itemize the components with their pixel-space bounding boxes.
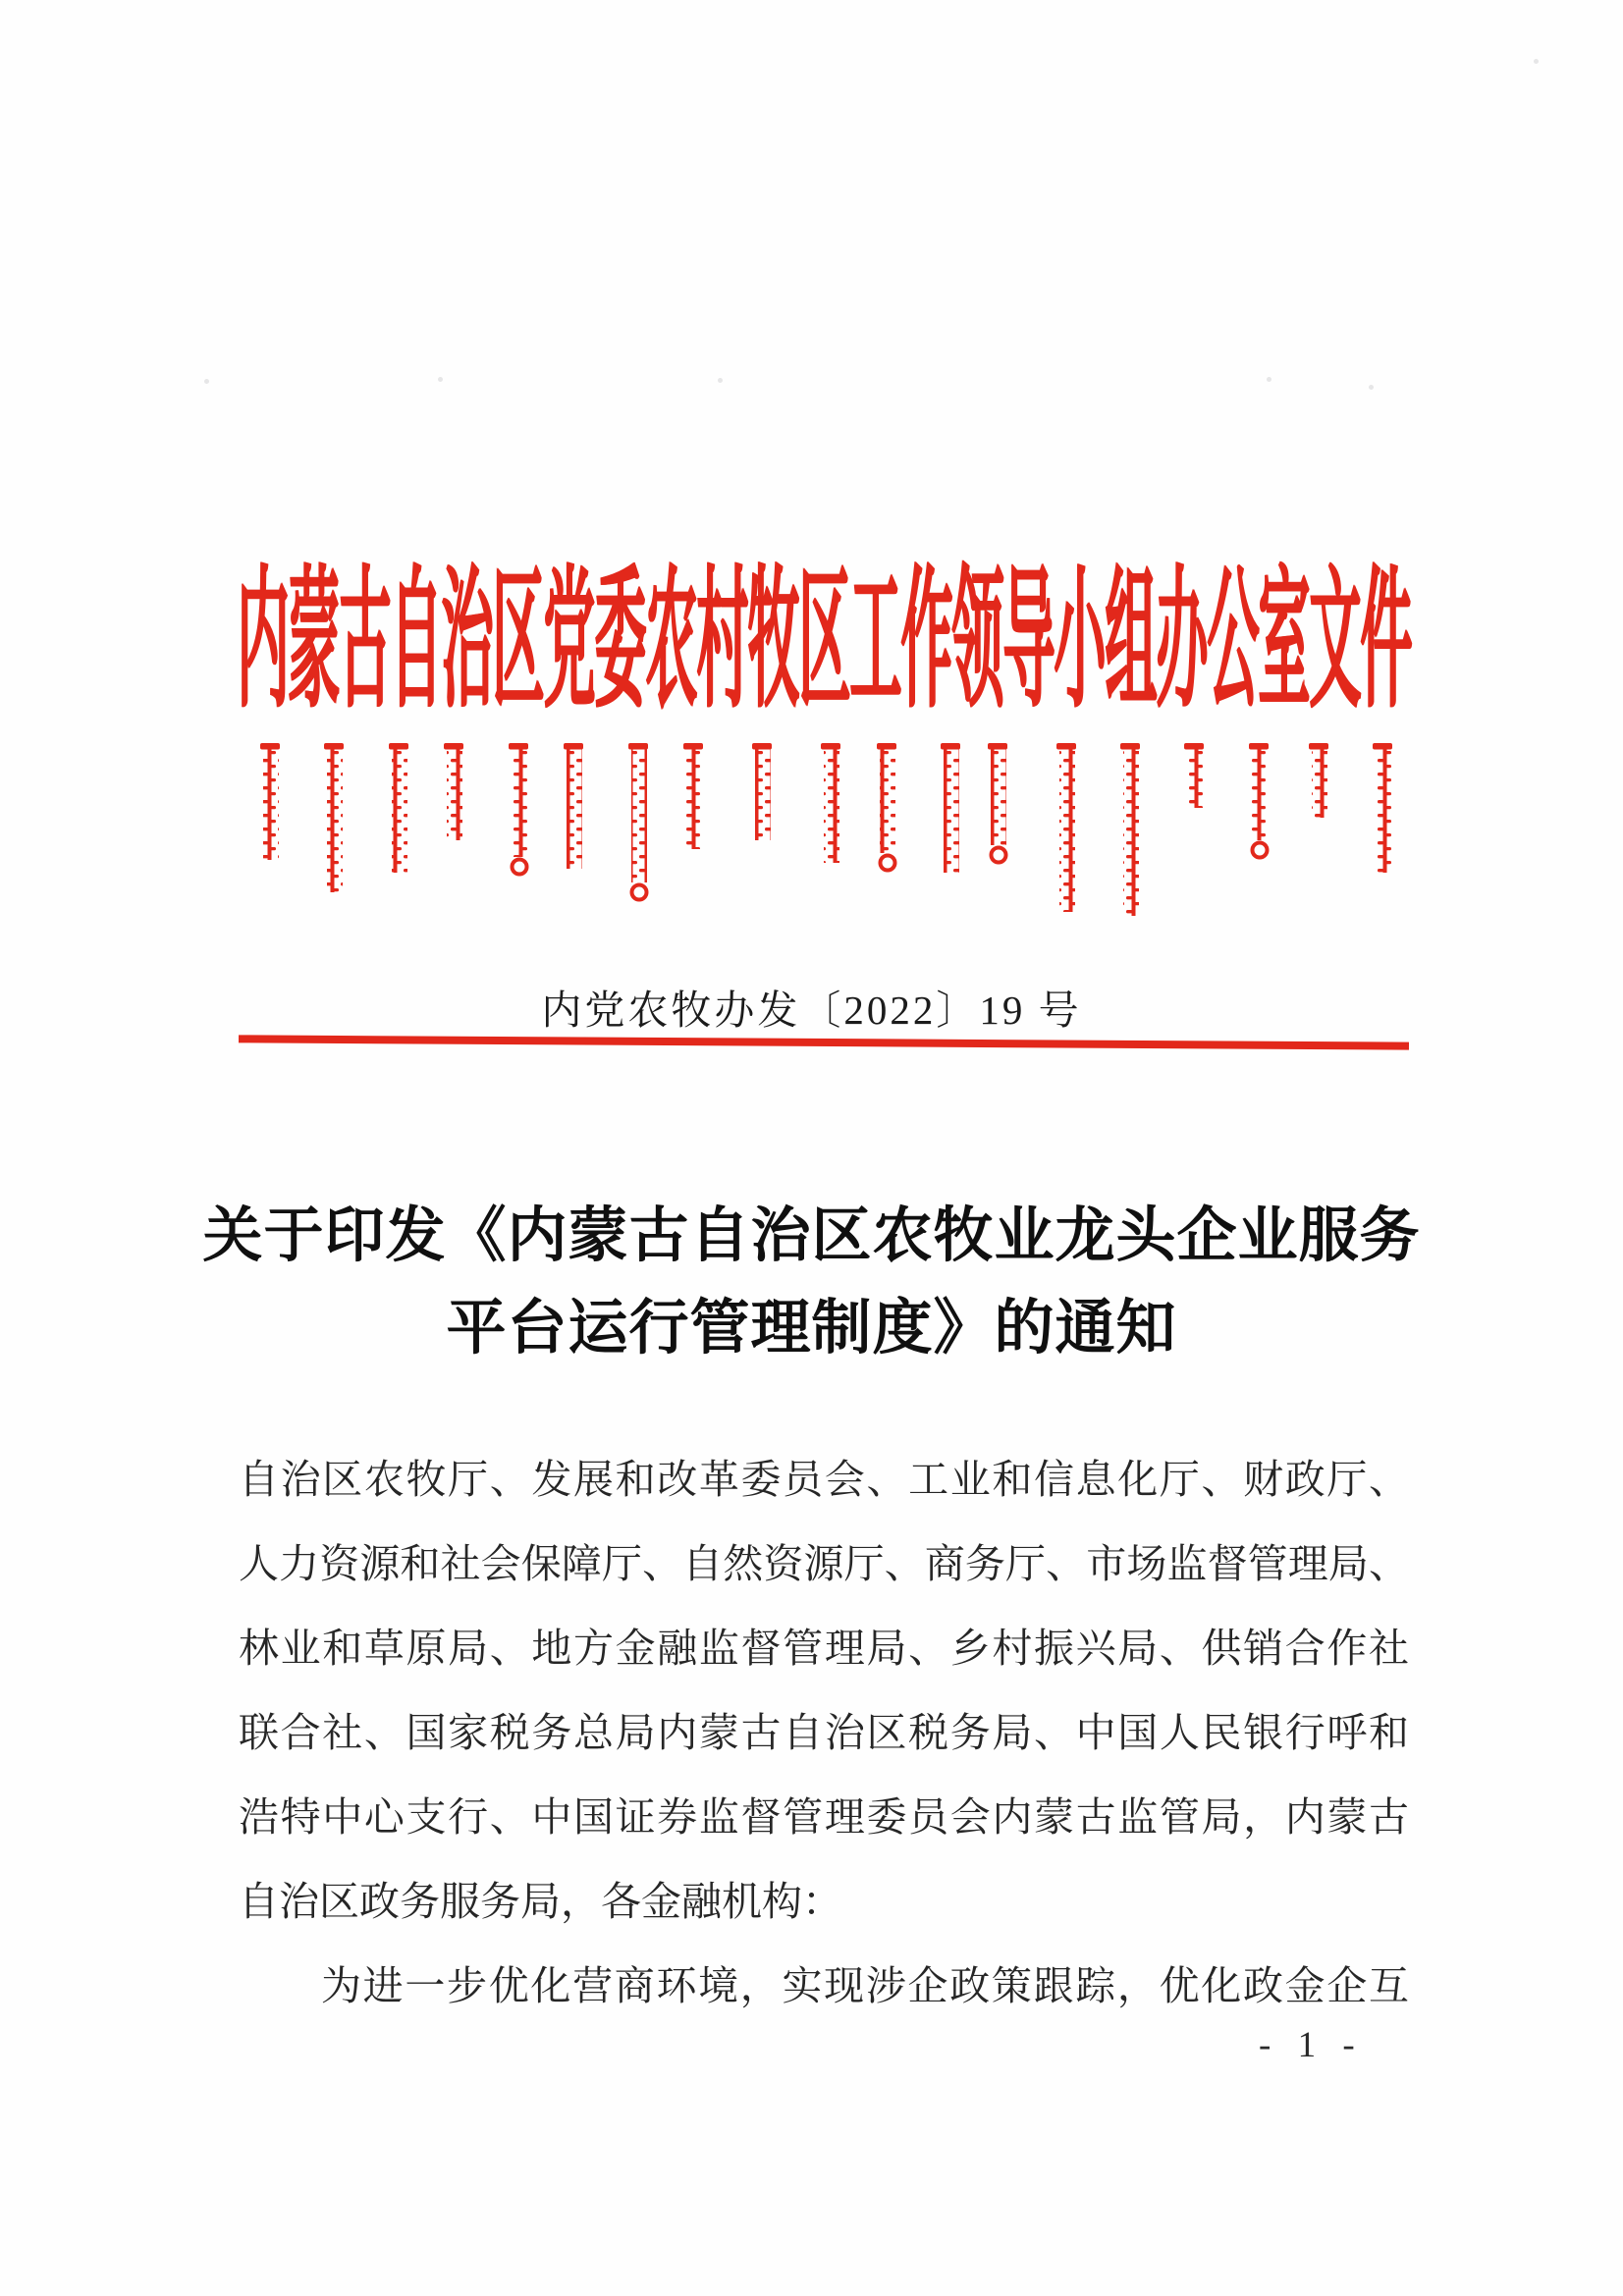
mongolian-script-row [245, 743, 1394, 949]
letterhead-banner [237, 541, 1411, 728]
page-number: - 1 - [1259, 2025, 1364, 2065]
notice-title [0, 1191, 1623, 1375]
letterhead-title: 内蒙古自治区党委农村牧区工作领导小组办公室文件 [237, 560, 1411, 728]
scan-speck [1267, 377, 1271, 382]
document-number: 内党农牧办发〔2022〕19 号 [541, 988, 1082, 1033]
body-line: 自治区农牧厅、发展和改革委员会、工业和信息化厅、财政厅、 [239, 1457, 1409, 1502]
body-line: 为进一步优化营商环境，实现涉企政策跟踪，优化政金企互 [321, 1963, 1409, 2008]
scan-speck [1369, 385, 1374, 390]
scan-speck [204, 379, 209, 384]
scan-speck [1534, 59, 1539, 64]
notice-title-line2: 平台运行管理制度》的通知 [446, 1296, 1177, 1362]
scan-speck [438, 377, 443, 382]
body-line: 浩特中心支行、中国证券监督管理委员会内蒙古监管局，内蒙古 [239, 1794, 1409, 1840]
red-rule [239, 1035, 1409, 1049]
notice-title-line1: 关于印发《内蒙古自治区农牧业龙头企业服务 [202, 1203, 1421, 1269]
body-line: 联合社、国家税务总局内蒙古自治区税务局、中国人民银行呼和 [239, 1710, 1409, 1755]
body-line: 人力资源和社会保障厅、自然资源厅、商务厅、市场监督管理局、 [239, 1541, 1409, 1586]
body-line: 林业和草原局、地方金融监督管理局、乡村振兴局、供销合作社 [239, 1626, 1409, 1671]
scan-speck [718, 378, 723, 383]
notice-body [239, 1437, 1409, 2028]
body-line: 自治区政务服务局，各金融机构： [239, 1879, 842, 1924]
